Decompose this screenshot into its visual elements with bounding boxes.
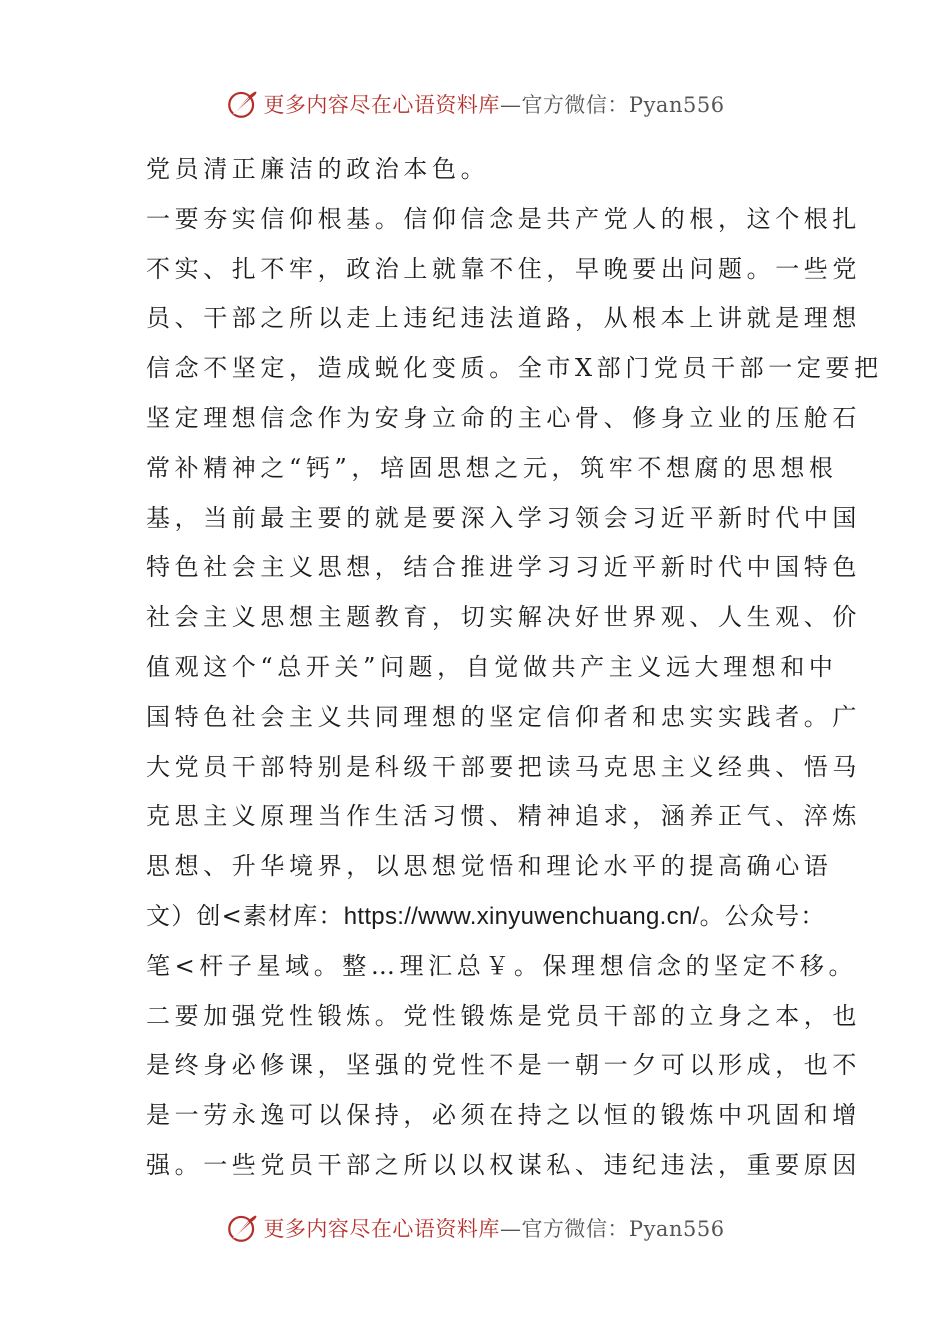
text-line: 大党员干部特别是科级干部要把读马克思主义经典、悟马 <box>146 752 861 781</box>
text-line: 二要加强党性锻炼。党性锻炼是党员干部的立身之本，也 <box>146 1001 861 1030</box>
text-line: 坚定理想信念作为安身立命的主心骨、修身立业的压舱石 <box>146 403 861 432</box>
text-line: 克思主义原理当作生活习惯、精神追求，涵养正气、淬炼 <box>146 802 861 831</box>
text-line: 思想、升华境界，以思想觉悟和理论水平的提高确心语 <box>146 852 833 881</box>
text-line-with-url <box>146 892 826 942</box>
text-line: 员、干部之所以走上违纪违法道路，从根本上讲就是理想 <box>146 304 861 333</box>
text-line: 社会主义思想主题教育，切实解决好世界观、人生观、价 <box>146 603 861 632</box>
text-line: 值观这个“总开关”问题，自觉做共产主义远大理想和中 <box>146 652 838 681</box>
header-banner <box>0 84 950 124</box>
quill-logo-icon <box>225 87 259 121</box>
text-line: 强。一些党员干部之所以以权谋私、违纪违法，重要原因 <box>146 1150 861 1179</box>
text-fragment: 。公众号： <box>699 901 826 930</box>
text-line: 基，当前最主要的就是要深入学习领会习近平新时代中国 <box>146 503 861 532</box>
text-line: 是一劳永逸可以保持，必须在持之以恒的锻炼中巩固和增 <box>146 1101 861 1130</box>
footer-banner-text: 更多内容尽在心语资料库—官方微信：Pyan556 <box>263 1217 725 1241</box>
text-fragment: 文）创<素材库： <box>146 901 344 930</box>
text-line: 笔<杆子星域。整…理汇总￥。保理想信念的坚定不移。 <box>146 951 858 980</box>
footer-banner <box>0 1208 950 1248</box>
text-line: 党员清正廉洁的政治本色。 <box>146 155 490 183</box>
text-line: 信念不坚定，造成蜕化变质。全市X部门党员干部一定要把 <box>146 354 883 383</box>
text-line: 国特色社会主义共同理想的坚定信仰者和忠实实践者。广 <box>146 702 861 731</box>
text-line: 特色社会主义思想，结合推进学习习近平新时代中国特色 <box>146 553 861 582</box>
text-line: 是终身必修课，坚强的党性不是一朝一夕可以形成，也不 <box>146 1051 861 1080</box>
text-line: 常补精神之“钙”，培固思想之元，筑牢不想腐的思想根 <box>146 453 838 482</box>
document-body <box>146 145 883 1191</box>
text-line: 一要夯实信仰根基。信仰信念是共产党人的根，这个根扎 <box>146 204 861 233</box>
text-line: 不实、扎不牢，政治上就靠不住，早晚要出问题。一些党 <box>146 254 861 283</box>
header-banner-text: 更多内容尽在心语资料库—官方微信：Pyan556 <box>263 93 725 117</box>
website-link[interactable]: https://www.xinyuwenchuang.cn/ <box>343 902 700 930</box>
quill-logo-icon <box>225 1211 259 1245</box>
